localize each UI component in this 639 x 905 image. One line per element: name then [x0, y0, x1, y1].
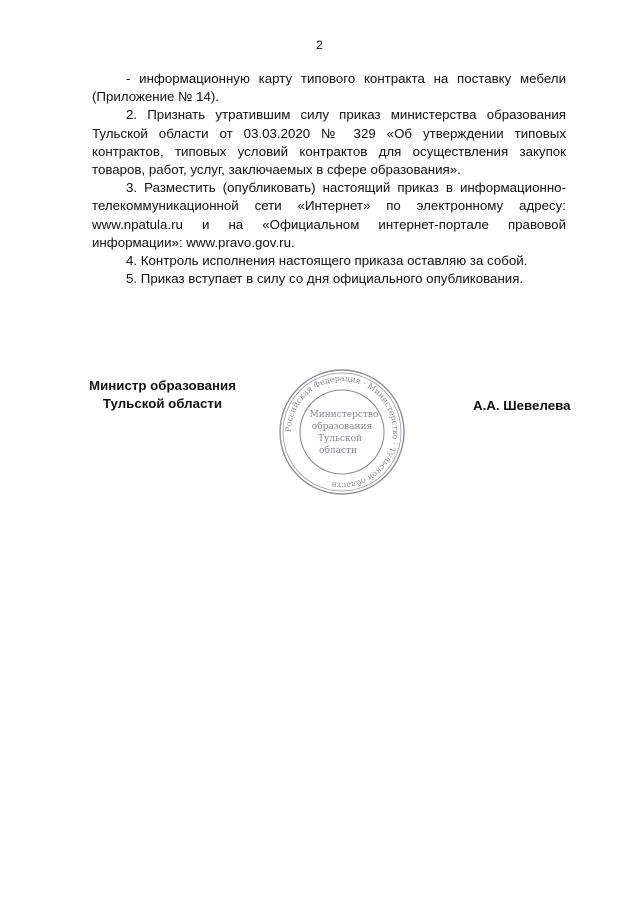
paragraph-5: 5. Приказ вступает в силу со дня официального опубликования.	[126, 271, 524, 287]
seal-inner-line-2: образования	[311, 422, 373, 432]
official-seal-stamp	[277, 367, 407, 497]
paragraph-3: 3. Разместить (опубликовать) настоящий приказ в информационно-телекоммуникационной сети «Интернет» по электронному адресу: www.npatula.ru и на «Официальном интернет-портале правовой информации»: www.pravo.gov.ru.	[92, 180, 566, 250]
seal-inner-line-3: Тульской	[318, 434, 362, 444]
paragraph-4: 4. Контроль исполнения настоящего приказа оставляю за собой.	[126, 253, 528, 269]
signatory-title-line1: Министр образования	[89, 378, 236, 393]
document-body	[92, 70, 566, 288]
paragraph-item-14: - информационную карту типового контракта на поставку мебели (Приложение № 14).	[92, 71, 566, 105]
signatory-title-line2: Тульской области	[102, 396, 223, 411]
page-number: 2	[316, 38, 323, 52]
seal-outer-text: Российская Федерация · Министерство · Тульской области	[283, 373, 401, 491]
seal-inner-line-1: Министерство	[309, 410, 379, 420]
signatory-title	[89, 377, 236, 413]
signatory-name: А.А. Шевелева	[473, 398, 571, 413]
paragraph-2: 2. Признать утратившим силу приказ министерства образования Тульской области от 03.03.2020 № 329 «Об утверждении типовых контрактов, типовых условий контрактов для осуществления закупок товаров, работ, услуг, заключаемых в сфере образования».	[92, 107, 566, 178]
seal-inner-line-4: области	[319, 446, 357, 456]
